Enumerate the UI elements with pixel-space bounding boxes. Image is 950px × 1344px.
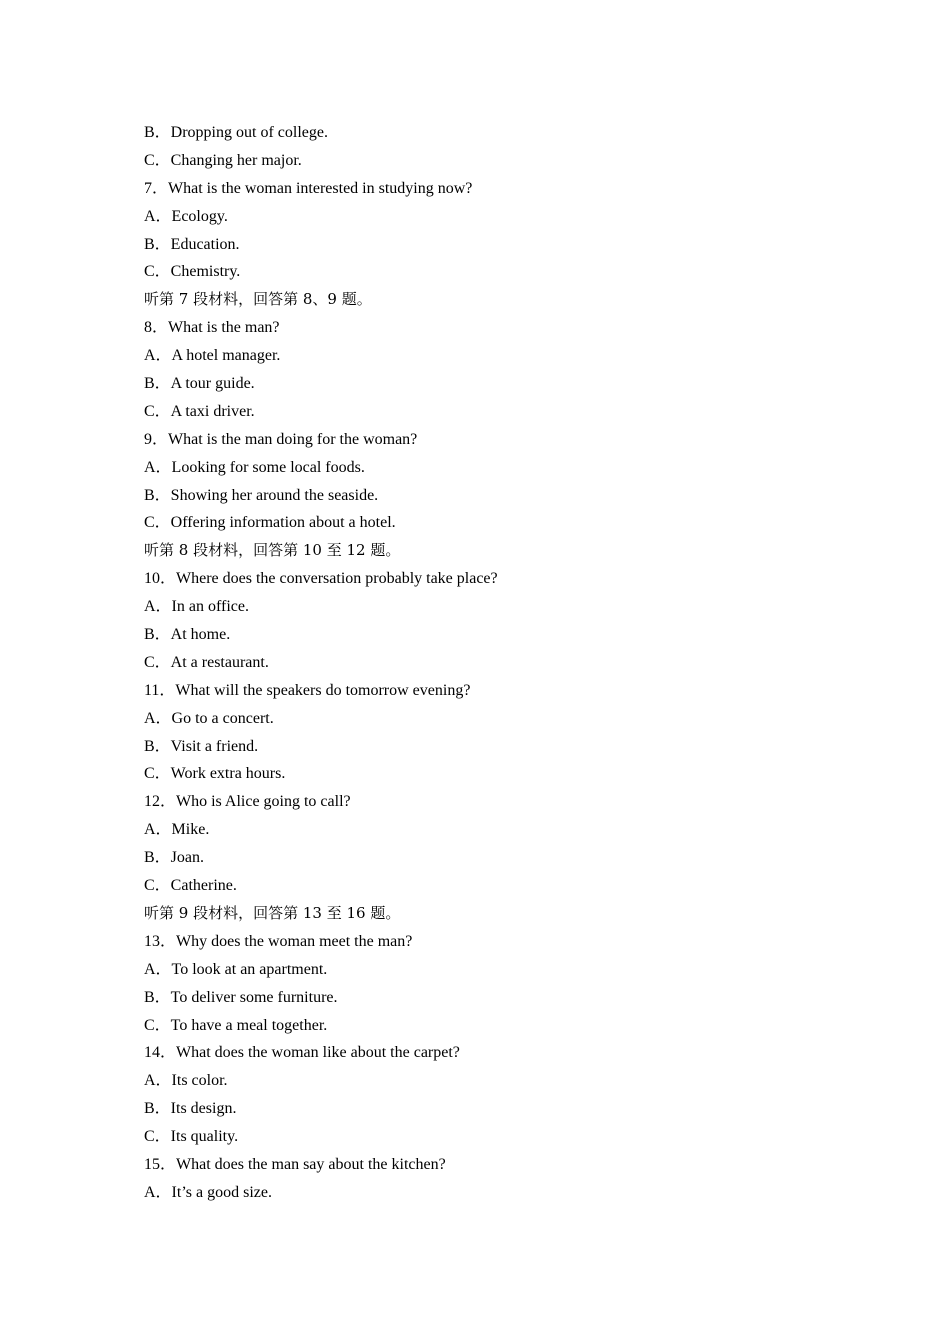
option-line: C．To have a meal together.: [144, 1016, 328, 1034]
option-line: B．Showing her around the seaside.: [144, 486, 379, 504]
option-line: B．A tour guide.: [144, 375, 255, 393]
option-line: A．Looking for some local foods.: [144, 458, 365, 476]
option-line: A．Ecology.: [144, 207, 228, 225]
section-instruction: 听第 8 段材料，回答第 10 至 12 题。: [144, 541, 401, 560]
option-line: A．Mike.: [144, 821, 210, 839]
option-line: B．Joan.: [144, 849, 205, 867]
option-line: A．To look at an apartment.: [144, 960, 328, 978]
question-line: 7．What is the woman interested in studying now?: [144, 179, 473, 197]
option-line: C．Chemistry.: [144, 263, 241, 281]
option-line: A．A hotel manager.: [144, 347, 281, 365]
option-line: B．Its design.: [144, 1100, 237, 1118]
option-line: A．Go to a concert.: [144, 709, 274, 727]
section-instruction: 听第 7 段材料，回答第 8、9 题。: [144, 290, 372, 309]
question-line: 15．What does the man say about the kitchen?: [144, 1155, 446, 1173]
option-line: C．Its quality.: [144, 1128, 239, 1146]
option-line: B．Education.: [144, 235, 240, 253]
question-line: 11．What will the speakers do tomorrow evening?: [144, 681, 471, 699]
question-line: 14．What does the woman like about the carpet?: [144, 1044, 460, 1062]
option-line: B．To deliver some furniture.: [144, 988, 338, 1006]
question-line: 12．Who is Alice going to call?: [144, 793, 351, 811]
option-line: B．Visit a friend.: [144, 737, 259, 755]
option-line: B．At home.: [144, 626, 231, 644]
option-line: C．Offering information about a hotel.: [144, 514, 396, 532]
option-line: C．A taxi driver.: [144, 402, 255, 420]
section-instruction: 听第 9 段材料，回答第 13 至 16 题。: [144, 903, 401, 922]
question-line: 8．What is the man?: [144, 319, 280, 337]
option-line: C．Catherine.: [144, 877, 237, 895]
question-line: 9．What is the man doing for the woman?: [144, 430, 418, 448]
exam-content: [144, 119, 824, 1207]
question-line: 13．Why does the woman meet the man?: [144, 932, 413, 950]
option-line: A．It’s a good size.: [144, 1183, 272, 1201]
option-line: B．Dropping out of college.: [144, 124, 328, 141]
question-line: 10．Where does the conversation probably take place?: [144, 570, 498, 588]
option-line: C．At a restaurant.: [144, 653, 269, 671]
option-line: C．Work extra hours.: [144, 765, 286, 783]
option-line: A．Its color.: [144, 1072, 228, 1090]
option-line: C．Changing her major.: [144, 151, 302, 169]
option-line: A．In an office.: [144, 598, 250, 616]
